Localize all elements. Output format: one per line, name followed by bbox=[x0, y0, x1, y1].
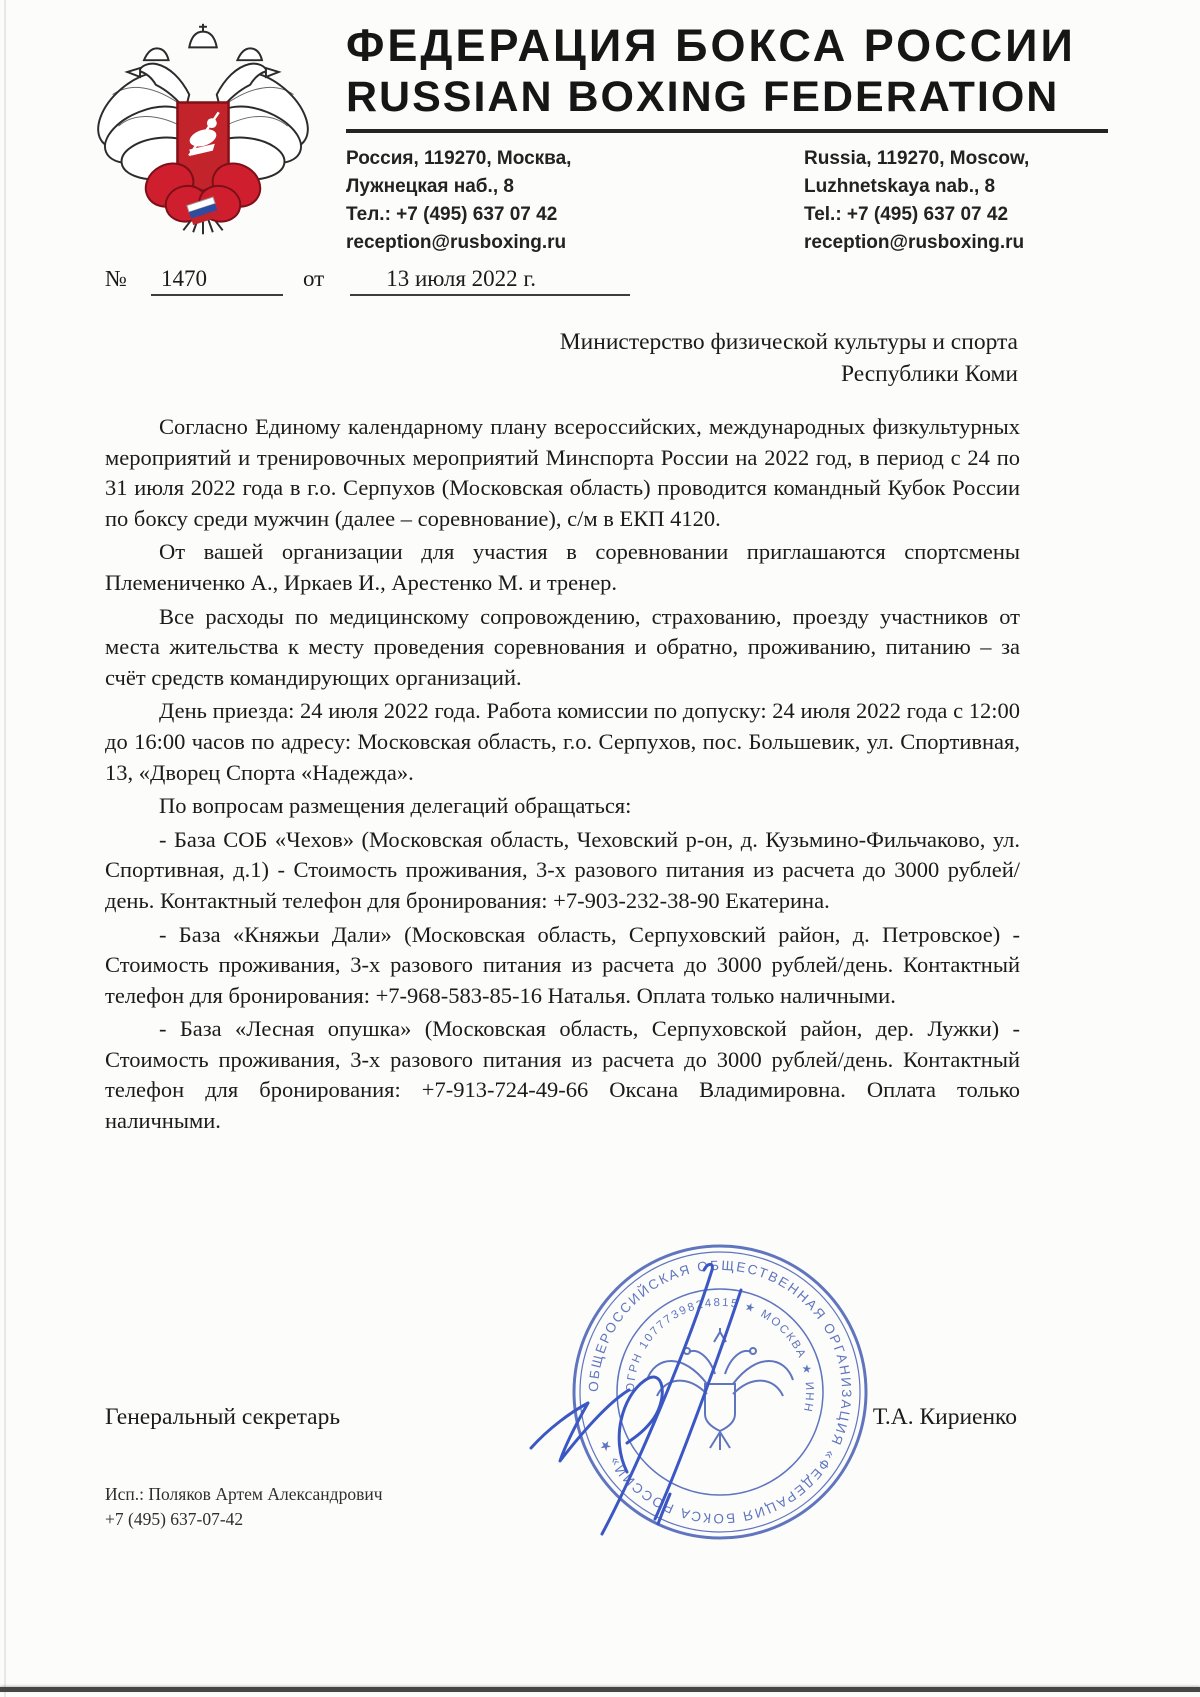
org-title-ru: ФЕДЕРАЦИЯ БОКСА РОССИИ bbox=[346, 20, 1076, 71]
executor-phone: +7 (495) 637-07-42 bbox=[105, 1509, 244, 1529]
paragraph-base-knyazhyi-dali: - База «Княжьи Дали» (Московская область, Серпуховский район, д. Петровское) - Стоимость проживания, 3-х разового питания из расчета до 3000 рублей/день. Контактный телефон для бронирования: +7-968-583-85-16 Наталья. Оплата только наличными. bbox=[105, 921, 1020, 1008]
from-label: от bbox=[302, 266, 325, 291]
recipient-block bbox=[560, 326, 1018, 390]
scan-edge-artifact bbox=[0, 1687, 1200, 1692]
address-line: Россия, 119270, Москва, bbox=[346, 148, 572, 169]
address-line: Tel.: +7 (495) 637 07 42 bbox=[804, 204, 1009, 225]
svg-text:ОГРН 1077739824815 ★ МОСКВА ★ bbox=[625, 1297, 815, 1414]
paragraph: От вашей организации для участия в соревновании приглашаются спортсмены Племениченко А., Иркаев И., Арестенко М. и тренер. bbox=[105, 539, 1020, 595]
recipient-line: Министерство физической культуры и спорта bbox=[559, 329, 1018, 355]
letterhead-rule bbox=[346, 129, 1108, 133]
org-email: reception@rusboxing.ru bbox=[804, 232, 1025, 253]
paragraph: По вопросам размещения делегаций обращаться: bbox=[159, 793, 632, 819]
reference-line bbox=[105, 266, 630, 296]
paragraph: Все расходы по медицинскому сопровождению, страхованию, проезду участников от места жительства к месту проведения соревнования и обратно, проживанию, питанию – за счёт средств командирующих организаций. bbox=[105, 603, 1020, 690]
recipient-line: Республики Коми bbox=[840, 361, 1018, 387]
rbf-emblem bbox=[85, 14, 321, 246]
executor-block bbox=[105, 1482, 383, 1532]
paragraph-base-chekhov: - База СОБ «Чехов» (Московская область, Чеховский р-он, д. Кузьмино-Фильчаково, ул. Спортивная, д.1) - Стоимость проживания, 3-х разового питания из расчета до 3000 рублей/день. Контактный телефон для бронирования: +7-903-232-38-90 Екатерина. bbox=[105, 826, 1020, 913]
letter-body bbox=[105, 412, 1020, 1140]
letterhead bbox=[346, 20, 1108, 257]
paragraph: Согласно Единому календарному плану всероссийских, международных физкультурных мероприятий и тренировочных мероприятий Минспорта России на 2022 год, в период с 24 по 31 июля 2022 года в г.о. Серпухов (Московская область) проводится командный Кубок России по боксу среди мужчин (далее – соревнование), с/м в ЕКП 4120. bbox=[105, 414, 1020, 531]
address-line: Тел.: +7 (495) 637 07 42 bbox=[346, 204, 558, 225]
executor-name: Исп.: Поляков Артем Александрович bbox=[105, 1484, 383, 1504]
paragraph: День приезда: 24 июля 2022 года. Работа комиссии по допуску: 24 июля 2022 года с 12:00 до 16:00 часов по адресу: Московская область, г.о. Серпухов, пос. Большевик, ул. Спортивная, 13, «Дворец Спорта «Надежда». bbox=[105, 698, 1020, 785]
stamp-and-signature bbox=[515, 1232, 885, 1562]
address-line: Russia, 119270, Moscow, bbox=[804, 148, 1030, 169]
letter-date: 13 июля 2022 г. bbox=[350, 266, 630, 296]
org-title-en: RUSSIAN BOXING FEDERATION bbox=[346, 73, 1060, 121]
paragraph-base-lesnaya-opushka: - База «Лесная опушка» (Московская область, Серпуховской район, дер. Лужки) - Стоимость проживания, 3-х разового питания из расчета до 3000 рублей/день. Контактный телефон для бронирования: +7-913-724-49-66 Оксана Владимировна. Оплата только наличными. bbox=[105, 1016, 1020, 1134]
round-stamp-icon bbox=[574, 1246, 866, 1538]
signer-name: Т.А. Кириенко bbox=[872, 1404, 1017, 1430]
eagle-emblem-icon bbox=[85, 14, 321, 246]
org-email: reception@rusboxing.ru bbox=[346, 232, 567, 253]
scan-edge-artifact bbox=[4, 0, 6, 1697]
signer-position: Генеральный секретарь bbox=[105, 1404, 341, 1430]
letter-number: 1470 bbox=[151, 266, 283, 296]
org-address-ru bbox=[346, 145, 804, 257]
org-address-en bbox=[804, 145, 1029, 257]
address-line: Лужнецкая наб., 8 bbox=[346, 176, 514, 197]
number-sign: № bbox=[105, 266, 127, 291]
stamp-inner-text: ОГРН 1077739824815 ★ МОСКВА ★ ИНН bbox=[624, 1296, 816, 1415]
address-line: Luzhnetskaya nab., 8 bbox=[804, 176, 996, 197]
signature-row bbox=[105, 1404, 1017, 1431]
stamp-outer-text: ОБЩЕРОССИЙСКАЯ ОБЩЕСТВЕННАЯ ОРГАНИЗАЦИЯ «ФЕДЕРАЦИЯ БОКСА РОССИИ» ★ bbox=[585, 1257, 855, 1527]
